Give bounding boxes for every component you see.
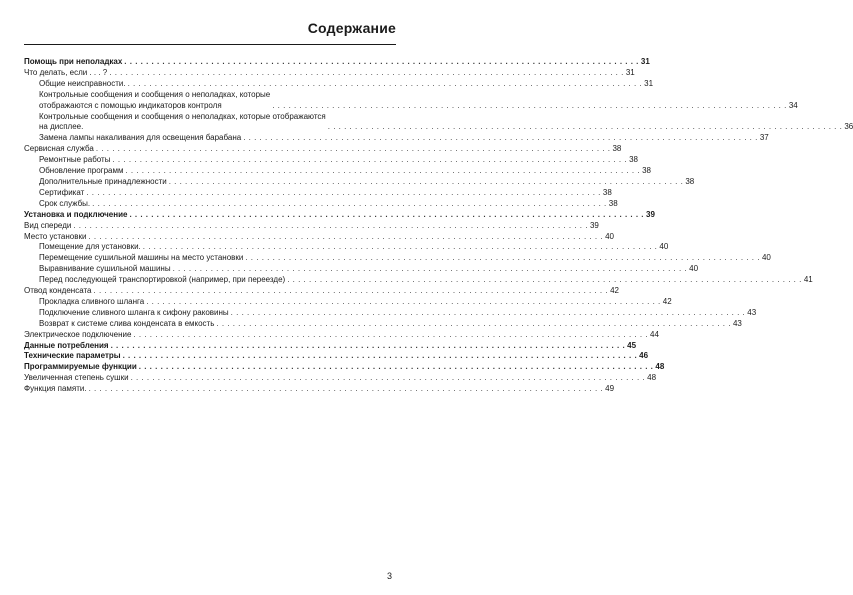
toc-entry-page-number: 46 <box>639 351 649 361</box>
toc-entry-title: Дополнительные принадлежности <box>39 176 167 186</box>
toc-dot-leader: . . . . . . . . . . . . . . . . . . . . . . . . . . . . . . . . . . . . . . . . . . . . . . . . . . . . . . . . . . . . . . . . . . . . . . . . . . . . . . . . . . . . . . . . . . . . . . . <box>124 57 639 66</box>
toc-entry-title: Контрольные сообщения и сообщения о неполадках, которые отображаются с помощью индикаторов контроля <box>39 89 271 110</box>
toc-entry-page-number: 36 <box>844 122 853 132</box>
toc-entry-title: Контрольные сообщения и сообщения о неполадках, которые отображаются на дисплее. <box>39 111 326 132</box>
toc-entry[interactable] <box>24 166 651 177</box>
toc-dot-leader: . . . . . . . . . . . . . . . . . . . . . . . . . . . . . . . . . . . . . . . . . . . . . . . . . . . . . . . . . . . . . . . . . . . . . . . . . . . . . . . . . . . . . . . . . . . . . . . <box>168 176 684 186</box>
toc-entry-title: Место установки <box>24 231 87 241</box>
toc-entry-title: Обновление программ <box>39 166 124 176</box>
toc-entry-title: Выравнивание сушильной машины <box>39 264 171 274</box>
toc-dot-leader: . . . . . . . . . . . . . . . . . . . . . . . . . . . . . . . . . . . . . . . . . . . . . . . . . . . . . . . . . . . . . . . . . . . . . . . . . . . . . . . . . . . . . . . . . . . . . . . <box>122 351 638 361</box>
toc-entry-page-number: 49 <box>605 384 615 394</box>
toc-entry-title: Данные потребления <box>24 340 109 350</box>
toc-entry[interactable] <box>24 340 637 352</box>
toc-entry[interactable] <box>24 78 654 90</box>
toc-entry[interactable] <box>24 242 669 253</box>
toc-entry-title: Сервисная служба <box>24 144 94 154</box>
toc-entry[interactable] <box>24 144 622 155</box>
toc-entry-page-number: 38 <box>629 155 638 165</box>
toc-entry-page-number: 42 <box>662 296 672 306</box>
page-title: Содержание <box>307 20 396 36</box>
toc-entry-title: Помощь при неполадках <box>24 57 123 66</box>
toc-dot-leader: . . . . . . . . . . . . . . . . . . . . . . . . . . . . . . . . . . . . . . . . . . . . . . . . . . . . . . . . . . . . . . . . . . . . . . . . . . . . . . . . . . . . . . . . . . . . . . . <box>272 100 787 110</box>
toc-entry-title: Прокладка сливного шланга <box>39 296 145 306</box>
toc-entry[interactable] <box>24 198 618 210</box>
toc-dot-leader: . . . . . . . . . . . . . . . . . . . . . . . . . . . . . . . . . . . . . . . . . . . . . . . . . . . . . . . . . . . . . . . . . . . . . . . . . . . . . . . . . . . . . . . . . . . . . . . <box>172 264 688 274</box>
toc-entry-title: Функция памяти. <box>24 384 87 394</box>
toc-entry[interactable] <box>24 155 638 166</box>
toc-dot-leader: . . . . . . . . . . . . . . . . . . . . . . . . . . . . . . . . . . . . . . . . . . . . . . . . . . . . . . . . . . . . . . . . . . . . . . . . . . . . . . . . . . . . . . . . . . . . . . . <box>138 362 654 372</box>
toc-entry-page-number: 48 <box>655 362 665 372</box>
page-header <box>24 16 396 45</box>
toc-dot-leader: . . . . . . . . . . . . . . . . . . . . . . . . . . . . . . . . . . . . . . . . . . . . . . . . . . . . . . . . . . . . . . . . . . . . . . . . . . . . . . . . . . . . . . . . . . . . . . . <box>112 155 628 165</box>
toc-entry-page-number: 31 <box>625 67 635 77</box>
toc-dot-leader: . . . . . . . . . . . . . . . . . . . . . . . . . . . . . . . . . . . . . . . . . . . . . . . . . . . . . . . . . . . . . . . . . . . . . . . . . . . . . . . . . . . . . . . . . . . . . . . <box>92 198 607 208</box>
toc-entry[interactable] <box>24 231 614 243</box>
toc-entry[interactable] <box>24 351 649 362</box>
toc-entry-title: Замена лампы накаливания для освещения барабана <box>39 133 242 143</box>
toc-entry[interactable] <box>24 67 635 79</box>
toc-dot-leader: . . . . . . . . . . . . . . . . . . . . . . . . . . . . . . . . . . . . . . . . . . . . . . . . . . . . . . . . . . . . . . . . . . . . . . . . . . . . . . . . . . . . . . . . . . . . . . . <box>86 187 601 197</box>
toc-entry-page-number: 38 <box>642 166 651 176</box>
toc-entry-page-number: 40 <box>659 242 669 252</box>
toc-entry-page-number: 41 <box>803 275 813 285</box>
toc-entry-page-number: 31 <box>640 57 650 66</box>
toc-entry[interactable] <box>24 187 612 199</box>
toc-entry-title: Сертификат <box>39 187 85 197</box>
toc-entry-page-number: 43 <box>732 318 742 328</box>
toc-dot-leader: . . . . . . . . . . . . . . . . . . . . . . . . . . . . . . . . . . . . . . . . . . . . . . . . . . . . . . . . . . . . . . . . . . . . . . . . . . . . . . . . . . . . . . . . . . . . . . . <box>142 242 658 252</box>
toc-entry-title: Помещение для установки. <box>39 242 141 252</box>
toc-entry[interactable] <box>24 89 798 112</box>
toc-entry[interactable] <box>24 264 699 275</box>
toc-entry[interactable] <box>24 176 695 188</box>
toc-entry-title: Увеличенная степень сушки <box>24 373 129 383</box>
toc-entry-page-number: 39 <box>589 220 599 230</box>
toc-entry-page-number: 38 <box>608 198 618 208</box>
toc-entry[interactable] <box>24 57 650 68</box>
toc-entry-title: Программируемые функции <box>24 362 137 372</box>
toc-entry[interactable] <box>24 362 665 373</box>
toc-dot-leader: . . . . . . . . . . . . . . . . . . . . . . . . . . . . . . . . . . . . . . . . . . . . . . . . . . . . . . . . . . . . . . . . . . . . . . . . . . . . . . . . . . . . . . . . . . . . . . . <box>146 296 661 306</box>
toc-dot-leader: . . . . . . . . . . . . . . . . . . . . . . . . . . . . . . . . . . . . . . . . . . . . . . . . . . . . . . . . . . . . . . . . . . . . . . . . . . . . . . . . . . . . . . . . . . . . . . . <box>243 133 758 143</box>
toc-entry[interactable] <box>24 318 742 330</box>
toc-dot-leader: . . . . . . . . . . . . . . . . . . . . . . . . . . . . . . . . . . . . . . . . . . . . . . . . . . . . . . . . . . . . . . . . . . . . . . . . . . . . . . . . . . . . . . . . . . . . . . . <box>125 166 641 176</box>
toc-dot-leader: . . . . . . . . . . . . . . . . . . . . . . . . . . . . . . . . . . . . . . . . . . . . . . . . . . . . . . . . . . . . . . . . . . . . . . . . . . . . . . . . . . . . . . . . . . . . . . . <box>133 329 649 339</box>
toc-dot-leader: . . . . . . . . . . . . . . . . . . . . . . . . . . . . . . . . . . . . . . . . . . . . . . . . . . . . . . . . . . . . . . . . . . . . . . . . . . . . . . . . . . . . . . . . . . . . . . . <box>93 286 609 296</box>
toc-entry-title: Что делать, если . . . ? <box>24 67 108 77</box>
toc-entry-title: Перемещение сушильной машины на место установки <box>39 253 244 263</box>
toc-entry-title: Срок службы. <box>39 198 91 208</box>
page-number: 3 <box>386 571 392 581</box>
toc-entry-page-number: 38 <box>602 187 612 197</box>
toc-entry-page-number: 40 <box>761 253 771 263</box>
toc-entry-page-number: 45 <box>627 340 637 350</box>
toc-entry[interactable] <box>24 133 769 144</box>
toc-dot-leader: . . . . . . . . . . . . . . . . . . . . . . . . . . . . . . . . . . . . . . . . . . . . . . . . . . . . . . . . . . . . . . . . . . . . . . . . . . . . . . . . . . . . . . . . . . . . . . . <box>110 340 626 350</box>
toc-entry[interactable] <box>24 111 853 134</box>
toc-entry-title: Установка и подключение <box>24 209 128 219</box>
toc-entry[interactable] <box>24 329 659 341</box>
toc-entry-page-number: 39 <box>646 209 655 219</box>
toc-entry[interactable] <box>24 275 813 286</box>
toc-dot-leader: . . . . . . . . . . . . . . . . . . . . . . . . . . . . . . . . . . . . . . . . . . . . . . . . . . . . . . . . . . . . . . . . . . . . . . . . . . . . . . . . . . . . . . . . . . . . . . . <box>245 253 760 263</box>
toc-entry[interactable] <box>24 286 619 297</box>
toc-entry-title: Вид спереди <box>24 220 72 230</box>
toc-entry-title: Электрическое подключение <box>24 329 132 339</box>
table-of-contents <box>24 57 853 395</box>
toc-entry[interactable] <box>24 373 657 384</box>
toc-entry-page-number: 40 <box>689 264 699 274</box>
toc-dot-leader: . . . . . . . . . . . . . . . . . . . . . . . . . . . . . . . . . . . . . . . . . . . . . . . . . . . . . . . . . . . . . . . . . . . . . . . . . . . . . . . . . . . . . . . . . . . . . . . <box>73 220 588 230</box>
toc-entry-title: Ремонтные работы <box>39 155 111 165</box>
toc-dot-leader: . . . . . . . . . . . . . . . . . . . . . . . . . . . . . . . . . . . . . . . . . . . . . . . . . . . . . . . . . . . . . . . . . . . . . . . . . . . . . . . . . . . . . . . . . . . . . . . <box>129 209 645 219</box>
toc-entry[interactable] <box>24 384 615 395</box>
toc-entry-page-number: 37 <box>759 133 769 143</box>
toc-entry-title: Перед последующей транспортировкой (например, при переезде) <box>39 275 286 285</box>
toc-entry-page-number: 42 <box>610 286 619 296</box>
toc-dot-leader: . . . . . . . . . . . . . . . . . . . . . . . . . . . . . . . . . . . . . . . . . . . . . . . . . . . . . . . . . . . . . . . . . . . . . . . . . . . . . . . . . . . . . . . . . . . . . . . <box>95 144 611 154</box>
toc-entry[interactable] <box>24 209 655 221</box>
toc-dot-leader: . . . . . . . . . . . . . . . . . . . . . . . . . . . . . . . . . . . . . . . . . . . . . . . . . . . . . . . . . . . . . . . . . . . . . . . . . . . . . . . . . . . . . . . . . . . . . . . <box>109 67 624 77</box>
toc-dot-leader: . . . . . . . . . . . . . . . . . . . . . . . . . . . . . . . . . . . . . . . . . . . . . . . . . . . . . . . . . . . . . . . . . . . . . . . . . . . . . . . . . . . . . . . . . . . . . . . <box>216 318 731 328</box>
toc-dot-leader: . . . . . . . . . . . . . . . . . . . . . . . . . . . . . . . . . . . . . . . . . . . . . . . . . . . . . . . . . . . . . . . . . . . . . . . . . . . . . . . . . . . . . . . . . . . . . . . <box>88 231 604 241</box>
toc-entry[interactable] <box>24 220 599 232</box>
toc-entry-page-number: 38 <box>612 144 622 154</box>
toc-dot-leader: . . . . . . . . . . . . . . . . . . . . . . . . . . . . . . . . . . . . . . . . . . . . . . . . . . . . . . . . . . . . . . . . . . . . . . . . . . . . . . . . . . . . . . . . . . . . . . . <box>130 373 646 383</box>
toc-entry[interactable] <box>24 253 771 264</box>
toc-entry[interactable] <box>24 307 757 319</box>
toc-dot-leader: . . . . . . . . . . . . . . . . . . . . . . . . . . . . . . . . . . . . . . . . . . . . . . . . . . . . . . . . . . . . . . . . . . . . . . . . . . . . . . . . . . . . . . . . . . . . . . . <box>127 78 643 88</box>
toc-entry[interactable] <box>24 296 672 308</box>
toc-entry-page-number: 48 <box>647 373 657 383</box>
toc-entry-page-number: 40 <box>605 231 614 241</box>
toc-dot-leader: . . . . . . . . . . . . . . . . . . . . . . . . . . . . . . . . . . . . . . . . . . . . . . . . . . . . . . . . . . . . . . . . . . . . . . . . . . . . . . . . . . . . . . . . . . . . . . . <box>88 384 604 394</box>
toc-entry-title: Общие неисправности. <box>39 78 126 88</box>
toc-dot-leader: . . . . . . . . . . . . . . . . . . . . . . . . . . . . . . . . . . . . . . . . . . . . . . . . . . . . . . . . . . . . . . . . . . . . . . . . . . . . . . . . . . . . . . . . . . . . . . . <box>287 275 802 285</box>
toc-entry-title: Подключение сливного шланга к сифону раковины <box>39 307 229 317</box>
toc-dot-leader: . . . . . . . . . . . . . . . . . . . . . . . . . . . . . . . . . . . . . . . . . . . . . . . . . . . . . . . . . . . . . . . . . . . . . . . . . . . . . . . . . . . . . . . . . . . . . . . <box>327 122 843 132</box>
toc-entry-page-number: 34 <box>788 100 798 110</box>
toc-entry-title: Технические параметры <box>24 351 121 361</box>
toc-dot-leader: . . . . . . . . . . . . . . . . . . . . . . . . . . . . . . . . . . . . . . . . . . . . . . . . . . . . . . . . . . . . . . . . . . . . . . . . . . . . . . . . . . . . . . . . . . . . . . . <box>230 307 746 317</box>
toc-entry-page-number: 38 <box>685 176 695 186</box>
toc-entry-title: Возврат к системе слива конденсата в емкость <box>39 318 215 328</box>
toc-entry-page-number: 43 <box>747 307 757 317</box>
toc-entry-page-number: 44 <box>650 329 659 339</box>
toc-entry-page-number: 31 <box>644 78 654 88</box>
toc-entry-title: Отвод конденсата <box>24 286 92 296</box>
